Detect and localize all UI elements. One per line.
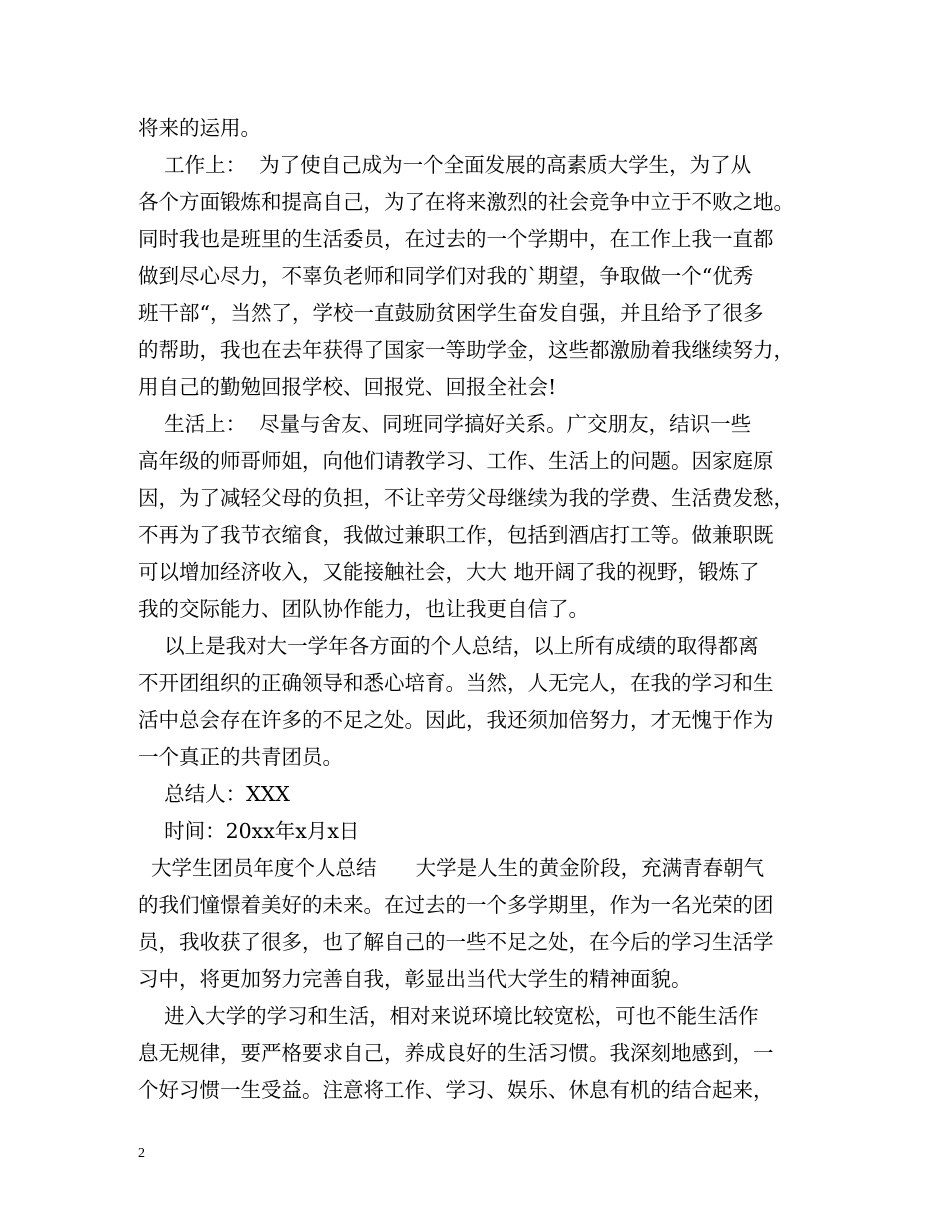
text-line: 息无规律，要严格要求自己，养成良好的生活习惯。我深刻地感到，一 xyxy=(138,1041,774,1065)
text-line: 班干部“，当然了，学校一直鼓励贫困学生奋发自强，并且给予了很多 xyxy=(138,301,764,325)
text-line: 同时我也是班里的生活委员，在过去的一个学期中，在工作上我一直都 xyxy=(138,227,774,251)
text-line: 因，为了减轻父母的负担，不让辛劳父母继续为我的学费、生活费发愁， xyxy=(138,486,794,510)
text-line: 总结人：XXX xyxy=(138,782,290,806)
text-line: 不再为了我节衣缩食，我做过兼职工作，包括到酒店打工等。做兼职既 xyxy=(138,523,774,547)
text-line: 各个方面锻炼和提高自己，为了在将来激烈的社会竞争中立于不败之地。 xyxy=(138,190,794,214)
text-line: 高年级的师哥师姐，向他们请教学习、工作、生活上的问题。因家庭原 xyxy=(138,449,774,473)
text-line: 以上是我对大一学年各方面的个人总结，以上所有成绩的取得都离 xyxy=(138,634,759,658)
text-line: 的帮助，我也在去年获得了国家一等助学金，这些都激励着我继续努力， xyxy=(138,338,794,362)
text-line: 个好习惯一生受益。注意将工作、学习、娱乐、休息有机的结合起来， xyxy=(138,1078,774,1102)
text-line: 习中，将更加努力完善自我，彰显出当代大学生的精神面貌。 xyxy=(138,967,692,991)
text-line: 的我们憧憬着美好的未来。在过去的一个多学期里，作为一名光荣的团 xyxy=(138,893,774,917)
text-line: 一个真正的共青团员。 xyxy=(138,745,343,769)
text-line: 活中总会存在许多的不足之处。因此，我还须加倍努力，才无愧于作为 xyxy=(138,708,774,732)
text-line: 大学生团员年度个人总结 大学是人生的黄金阶段，充满青春朝气 xyxy=(138,856,765,880)
page-number: 2 xyxy=(138,1146,145,1161)
document-body xyxy=(138,110,828,1109)
text-line: 将来的运用。 xyxy=(138,116,261,140)
text-line: 不开团组织的正确领导和悉心培育。当然，人无完人，在我的学习和生 xyxy=(138,671,774,695)
text-line: 可以增加经济收入，又能接触社会，大大 地开阔了我的视野，锻炼了 xyxy=(138,560,760,584)
text-line: 工作上： 为了使自己成为一个全面发展的高素质大学生，为了从 xyxy=(138,153,752,177)
text-line: 我的交际能力、团队协作能力，也让我更自信了。 xyxy=(138,597,589,621)
text-line: 做到尽心尽力，不辜负老师和同学们对我的`期望，争取做一个“优秀 xyxy=(138,264,754,288)
text-line: 用自己的勤勉回报学校、回报党、回报全社会! xyxy=(138,375,557,399)
text-line: 进入大学的学习和生活，相对来说环境比较宽松，可也不能生活作 xyxy=(138,1004,759,1028)
text-line: 时间：20xx年x月x日 xyxy=(138,819,360,843)
text-line: 生活上： 尽量与舍友、同班同学搞好关系。广交朋友，结识一些 xyxy=(138,412,752,436)
text-line: 员，我收获了很多，也了解自己的一些不足之处，在今后的学习生活学 xyxy=(138,930,774,954)
